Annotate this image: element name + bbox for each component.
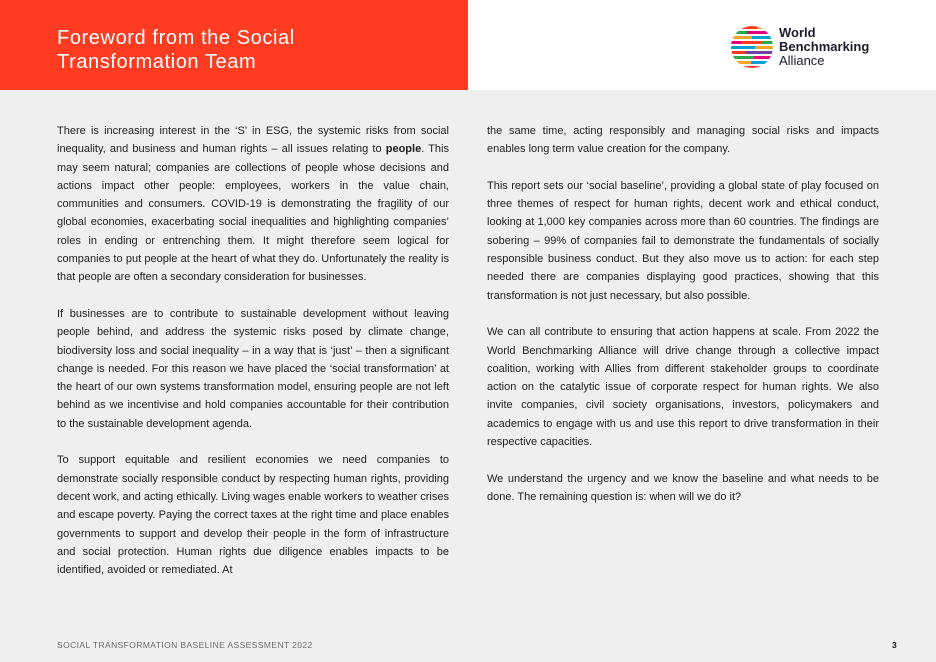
paragraph: To support equitable and resilient economies we need companies to demonstrate socially responsible conduct by respecting human rights, providing decent work, and acting ethically. Living wages enable workers to weather crises and escape poverty. Paying the correct taxes at the right time and place enables governments to support and develop their people in the form of infrastructure and social protection. Human rights due diligence enables impacts to be identified, avoided or remediated. At <box>57 454 449 577</box>
paragraph <box>57 122 449 287</box>
world-benchmarking-alliance-logo <box>729 24 889 72</box>
paragraph: We understand the urgency and we know the baseline and what needs to be done. The remaining question is: when will we do it? <box>487 472 879 503</box>
paragraph: This report sets our ‘social baseline’, providing a global state of play focused on three themes of respect for human rights, decent work and ethical conduct, looking at 1,000 key companies across more than 60 countries. The findings are sobering – 99% of companies fail to demonstrate the fundamentals of socially responsible business conduct. But they also move us to action: for each step needed there are companies displaying good practices, showing that this transformation is not just necessary, but also possible. <box>487 179 879 302</box>
right-column <box>487 122 879 525</box>
paragraph: If businesses are to contribute to sustainable development without leaving people behind, and address the systemic risks posed by climate change, biodiversity loss and social inequality – in a way that is ‘just’ – then a significant change is needed. For this reason we have placed the ‘social transformation’ at the heart of our own systems transformation model, ensuring people are not left behind as we incentivise and hold companies accountable for their contribution to the sustainable development agenda. <box>57 307 449 430</box>
paragraph-text: There is increasing interest in the ‘S’ in ESG, the systemic risks from social inequality, and business and human rights – all issues relating to <box>57 125 449 156</box>
page-title <box>57 26 295 74</box>
emphasis-people: people <box>385 143 422 156</box>
left-column <box>57 122 449 598</box>
globe-stripes-icon <box>729 24 775 70</box>
logo-word-benchmarking: Benchmarking <box>779 39 870 54</box>
paragraph: We can all contribute to ensuring that action happens at scale. From 2022 the World Benchmarking Alliance will drive change through a collective impact coalition, working with Allies from different stakeholder groups to coordinate action on the catalytic issue of corporate respect for human rights. We also invite companies, civil society organisations, investors, policymakers and academics to engage with us and use this report to drive transformation in their respective capacities. <box>487 326 879 449</box>
footer-report-title: SOCIAL TRANSFORMATION BASELINE ASSESSMENT 2022 <box>57 640 313 650</box>
page-title-line-1: Foreword from the Social <box>57 27 295 49</box>
title-block <box>0 0 468 90</box>
paragraph-text: . This may seem natural; companies are collections of people whose decisions and actions impact other people: employees, workers in the value chain, communities and consumers. COVID-19 is demonstrating the fragility of our global economies, exacerbating social inequalities and highlighting companies’ roles in ending or entrenching them. It might therefore seem logical for companies to put people at the heart of what they do. Unfortunately the reality is that people are often a secondary consideration for businesses. <box>57 143 449 284</box>
logo-word-world: World <box>779 25 816 40</box>
logo-wordmark <box>779 26 869 68</box>
page-title-line-2: Transformation Team <box>57 51 257 73</box>
paragraph: the same time, acting responsibly and managing social risks and impacts enables long term value creation for the company. <box>487 125 879 156</box>
logo-word-alliance: Alliance <box>779 53 825 68</box>
page-number: 3 <box>892 640 897 650</box>
